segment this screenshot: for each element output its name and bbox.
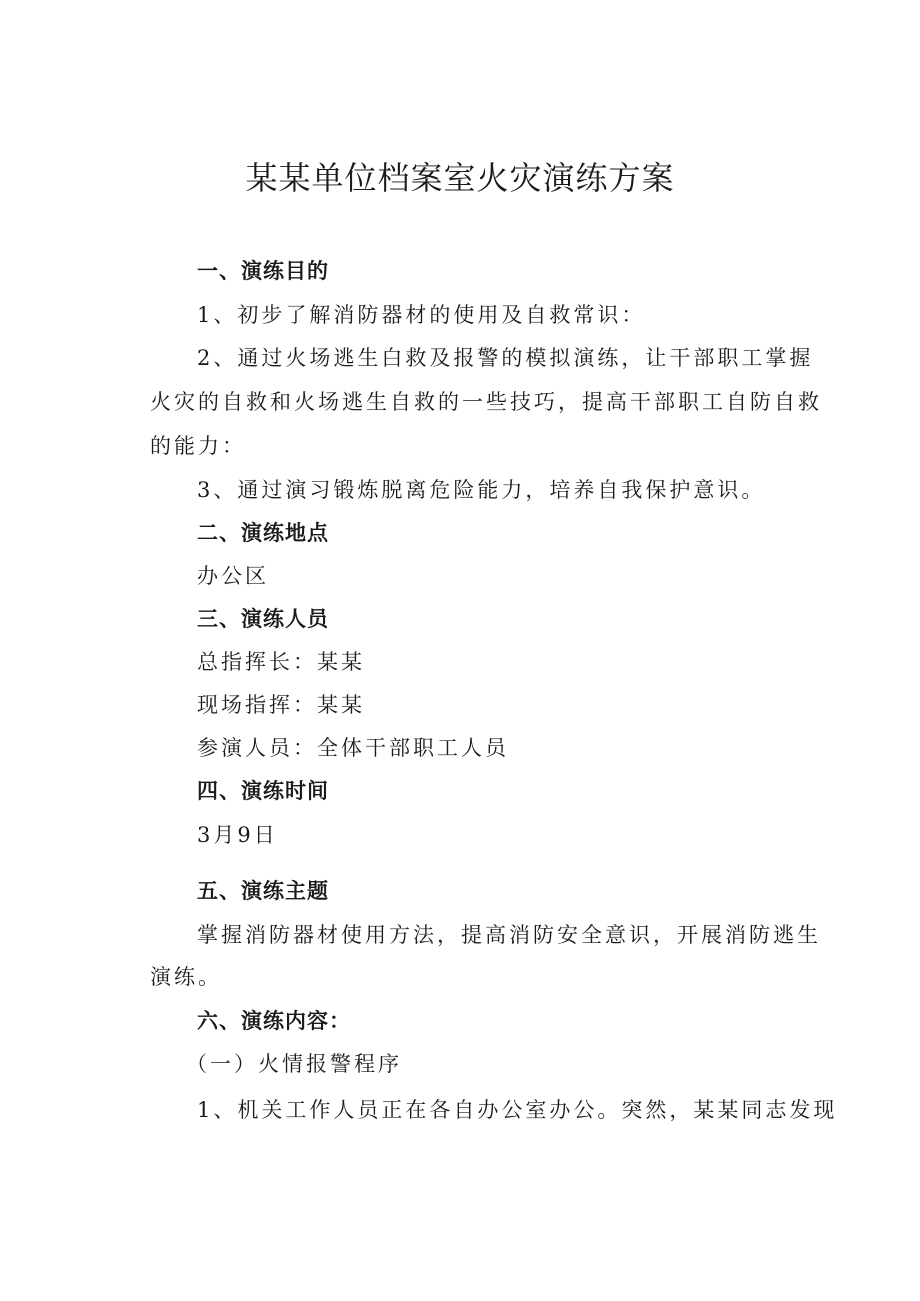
section-heading-purpose: 一、演练目的 <box>197 259 329 283</box>
paragraph-line: 2、通过火场逃生白救及报警的模拟演练，让干部职工掌握 <box>197 346 814 370</box>
subsection-heading: （一）火情报警程序 <box>186 1052 402 1076</box>
paragraph-line: 1、初步了解消防器材的使用及自救常识： <box>197 303 646 327</box>
paragraph-line: 的能力： <box>150 434 246 458</box>
paragraph-line: 演练。 <box>150 965 222 989</box>
paragraph-line: 掌握消防器材使用方法，提高消防安全意识，开展消防逃生 <box>197 923 821 947</box>
paragraph-line: 现场指挥：某某 <box>197 693 365 717</box>
section-heading-theme: 五、演练主题 <box>197 879 329 903</box>
paragraph-line: 1、机关工作人员正在各自办公室办公。突然，某某同志发现 <box>197 1098 838 1122</box>
paragraph-line: 参演人员：全体干部职工人员 <box>197 736 509 760</box>
section-heading-location: 二、演练地点 <box>197 521 329 545</box>
paragraph-line: 3月9日 <box>197 823 278 847</box>
section-heading-time: 四、演练时间 <box>197 779 329 803</box>
paragraph-line: 办公区 <box>197 564 269 588</box>
document-title: 某某单位档案室火灾演练方案 <box>245 159 675 197</box>
section-heading-content: 六、演练内容： <box>197 1009 351 1033</box>
section-heading-personnel: 三、演练人员 <box>197 607 329 631</box>
paragraph-line: 3、通过演习锻炼脱离危险能力，培养自我保护意识。 <box>197 478 766 502</box>
paragraph-line: 总指挥长：某某 <box>197 650 365 674</box>
paragraph-line: 火灾的自救和火场逃生自救的一些技巧，提高干部职工自防自救 <box>150 390 822 414</box>
